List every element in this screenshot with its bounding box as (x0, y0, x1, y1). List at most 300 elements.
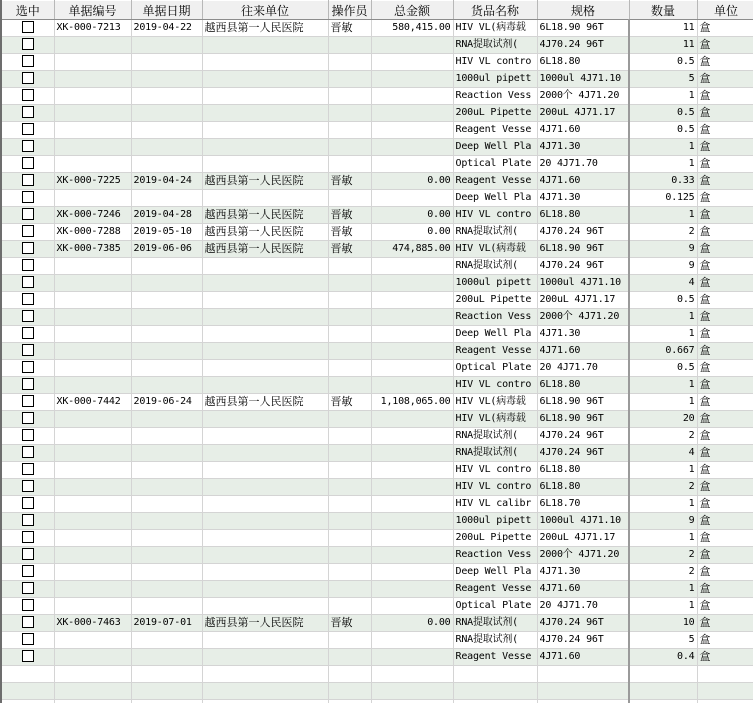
table-row[interactable] (2, 326, 753, 343)
cell-unit: 盒 (697, 615, 753, 632)
cell-product: 200uL Pipette (453, 105, 537, 122)
cell-spec: 4J71.30 (537, 326, 629, 343)
cell-unit: 盒 (697, 564, 753, 581)
table-row[interactable] (2, 462, 753, 479)
cell-qty: 4 (629, 275, 697, 292)
cell-doc-date (131, 309, 202, 326)
select-checkbox[interactable] (22, 497, 34, 509)
empty-cell (54, 683, 131, 700)
cell-total (371, 496, 453, 513)
cell-partner (202, 37, 328, 54)
empty-cell (537, 700, 629, 703)
cell-product: Deep Well Pla (453, 326, 537, 343)
cell-doc-date (131, 326, 202, 343)
cell-doc-no (54, 547, 131, 564)
cell-doc-date (131, 564, 202, 581)
select-checkbox[interactable] (22, 480, 34, 492)
cell-doc-no (54, 360, 131, 377)
cell-product: Reagent Vesse (453, 581, 537, 598)
select-checkbox[interactable] (22, 72, 34, 84)
table-row[interactable] (2, 513, 753, 530)
select-checkbox[interactable] (22, 633, 34, 645)
cell-operator (328, 309, 371, 326)
cell-doc-date (131, 445, 202, 462)
cell-spec: 4J70.24 96T (537, 615, 629, 632)
select-checkbox[interactable] (22, 650, 34, 662)
table-row[interactable] (2, 649, 753, 666)
table-row[interactable] (2, 445, 753, 462)
cell-doc-date (131, 190, 202, 207)
cell-unit: 盒 (697, 156, 753, 173)
cell-spec: 4J71.30 (537, 190, 629, 207)
cell-partner (202, 479, 328, 496)
cell-total (371, 88, 453, 105)
select-checkbox[interactable] (22, 123, 34, 135)
cell-product: Optical Plate (453, 156, 537, 173)
cell-doc-date (131, 71, 202, 88)
cell-partner (202, 309, 328, 326)
select-checkbox[interactable] (22, 293, 34, 305)
table-row[interactable] (2, 598, 753, 615)
table-row[interactable] (2, 37, 753, 54)
select-checkbox[interactable] (22, 446, 34, 458)
cell-operator (328, 105, 371, 122)
cell-partner: 越西县第一人民医院 (202, 241, 328, 258)
cell-partner (202, 190, 328, 207)
select-checkbox[interactable] (22, 565, 34, 577)
cell-operator (328, 479, 371, 496)
cell-doc-date (131, 122, 202, 139)
cell-product: 1000ul pipett (453, 513, 537, 530)
cell-unit: 盒 (697, 496, 753, 513)
select-checkbox[interactable] (22, 531, 34, 543)
cell-doc-no: XK-000-7385 (54, 241, 131, 258)
cell-qty: 11 (629, 37, 697, 54)
select-checkbox[interactable] (22, 395, 34, 407)
cell-operator (328, 496, 371, 513)
cell-operator (328, 139, 371, 156)
select-checkbox[interactable] (22, 89, 34, 101)
select-checkbox[interactable] (22, 242, 34, 254)
table-row[interactable] (2, 275, 753, 292)
select-checkbox[interactable] (22, 429, 34, 441)
cell-total: 1,108,065.00 (371, 394, 453, 411)
table-row[interactable] (2, 241, 753, 258)
table-row[interactable] (2, 71, 753, 88)
cell-product: Reaction Vess (453, 88, 537, 105)
col-header-total[interactable]: 总金额 (371, 1, 453, 20)
empty-cell (131, 683, 202, 700)
table-row[interactable] (2, 615, 753, 632)
cell-select (2, 292, 54, 309)
select-checkbox[interactable] (22, 225, 34, 237)
cell-operator (328, 445, 371, 462)
cell-doc-no (54, 530, 131, 547)
cell-select (2, 343, 54, 360)
cell-operator (328, 462, 371, 479)
empty-row (2, 666, 753, 683)
cell-total (371, 649, 453, 666)
cell-product: Reaction Vess (453, 309, 537, 326)
table-row[interactable] (2, 20, 753, 37)
select-checkbox[interactable] (22, 21, 34, 33)
cell-select (2, 411, 54, 428)
cell-qty: 1 (629, 462, 697, 479)
cell-partner (202, 411, 328, 428)
cell-unit: 盒 (697, 377, 753, 394)
select-checkbox[interactable] (22, 157, 34, 169)
cell-total: 0.00 (371, 224, 453, 241)
table-row[interactable] (2, 530, 753, 547)
cell-partner (202, 547, 328, 564)
cell-total: 580,415.00 (371, 20, 453, 37)
cell-operator (328, 292, 371, 309)
cell-spec: 4J70.24 96T (537, 224, 629, 241)
cell-qty: 2 (629, 547, 697, 564)
select-checkbox[interactable] (22, 259, 34, 271)
select-checkbox[interactable] (22, 106, 34, 118)
cell-unit: 盒 (697, 71, 753, 88)
cell-operator (328, 258, 371, 275)
cell-qty: 11 (629, 20, 697, 37)
header-row (2, 1, 753, 20)
empty-row (2, 700, 753, 703)
cell-operator (328, 513, 371, 530)
table-row[interactable] (2, 564, 753, 581)
cell-spec: 6L18.80 (537, 462, 629, 479)
cell-partner (202, 513, 328, 530)
cell-product: Deep Well Pla (453, 564, 537, 581)
cell-total (371, 564, 453, 581)
cell-spec: 6L18.80 (537, 207, 629, 224)
empty-cell (537, 683, 629, 700)
cell-operator: 晋敏 (328, 241, 371, 258)
cell-doc-date (131, 156, 202, 173)
empty-cell (202, 700, 328, 703)
cell-doc-no (54, 445, 131, 462)
cell-unit: 盒 (697, 649, 753, 666)
cell-unit: 盒 (697, 598, 753, 615)
cell-product: HIV VL(病毒载 (453, 411, 537, 428)
cell-spec: 6L18.80 (537, 479, 629, 496)
cell-doc-no: XK-000-7463 (54, 615, 131, 632)
table-row[interactable] (2, 394, 753, 411)
cell-operator (328, 71, 371, 88)
table-row[interactable] (2, 343, 753, 360)
cell-unit: 盒 (697, 462, 753, 479)
cell-unit: 盒 (697, 224, 753, 241)
empty-cell (697, 683, 753, 700)
cell-partner (202, 632, 328, 649)
col-header-partner[interactable]: 往来单位 (202, 1, 328, 20)
table-row[interactable] (2, 377, 753, 394)
cell-spec: 200uL 4J71.17 (537, 530, 629, 547)
cell-doc-no (54, 411, 131, 428)
cell-doc-no (54, 88, 131, 105)
cell-unit: 盒 (697, 88, 753, 105)
cell-doc-no (54, 309, 131, 326)
cell-operator: 晋敏 (328, 207, 371, 224)
cell-doc-no (54, 564, 131, 581)
table-row[interactable] (2, 207, 753, 224)
cell-operator (328, 54, 371, 71)
cell-select (2, 377, 54, 394)
cell-select (2, 20, 54, 37)
cell-doc-date (131, 547, 202, 564)
cell-doc-date (131, 632, 202, 649)
cell-operator: 晋敏 (328, 224, 371, 241)
cell-doc-date (131, 275, 202, 292)
empty-cell (328, 700, 371, 703)
select-checkbox[interactable] (22, 378, 34, 390)
cell-partner: 越西县第一人民医院 (202, 615, 328, 632)
cell-unit: 盒 (697, 581, 753, 598)
cell-partner (202, 496, 328, 513)
cell-qty: 1 (629, 581, 697, 598)
cell-total (371, 479, 453, 496)
select-checkbox[interactable] (22, 140, 34, 152)
cell-doc-date: 2019-05-10 (131, 224, 202, 241)
select-checkbox[interactable] (22, 344, 34, 356)
col-header-select[interactable]: 选中 (2, 1, 54, 20)
cell-doc-no: XK-000-7442 (54, 394, 131, 411)
cell-total (371, 326, 453, 343)
select-checkbox[interactable] (22, 191, 34, 203)
select-checkbox[interactable] (22, 599, 34, 611)
cell-doc-no (54, 54, 131, 71)
cell-product: Deep Well Pla (453, 190, 537, 207)
empty-cell (629, 700, 697, 703)
table-row[interactable] (2, 309, 753, 326)
cell-spec: 4J71.60 (537, 122, 629, 139)
cell-doc-date: 2019-06-06 (131, 241, 202, 258)
cell-total (371, 292, 453, 309)
select-checkbox[interactable] (22, 616, 34, 628)
cell-spec: 4J70.24 96T (537, 445, 629, 462)
cell-select (2, 496, 54, 513)
col-header-operator[interactable]: 操作员 (328, 1, 371, 20)
cell-doc-date (131, 292, 202, 309)
cell-product: Reagent Vesse (453, 122, 537, 139)
cell-qty: 1 (629, 530, 697, 547)
cell-total (371, 105, 453, 122)
table-row[interactable] (2, 292, 753, 309)
cell-partner: 越西县第一人民医院 (202, 224, 328, 241)
table-row[interactable] (2, 632, 753, 649)
select-checkbox[interactable] (22, 463, 34, 475)
cell-operator (328, 360, 371, 377)
cell-unit: 盒 (697, 530, 753, 547)
select-checkbox[interactable] (22, 276, 34, 288)
cell-partner (202, 530, 328, 547)
cell-unit: 盒 (697, 309, 753, 326)
select-checkbox[interactable] (22, 174, 34, 186)
cell-product: HIV VL contro (453, 462, 537, 479)
select-checkbox[interactable] (22, 514, 34, 526)
cell-spec: 4J71.60 (537, 173, 629, 190)
cell-qty: 0.5 (629, 292, 697, 309)
cell-unit: 盒 (697, 445, 753, 462)
cell-spec: 4J70.24 96T (537, 258, 629, 275)
col-header-doc-date[interactable]: 单据日期 (131, 1, 202, 20)
table-row[interactable] (2, 122, 753, 139)
table-row[interactable] (2, 190, 753, 207)
table-row[interactable] (2, 547, 753, 564)
cell-qty: 0.5 (629, 105, 697, 122)
cell-qty: 1 (629, 496, 697, 513)
cell-doc-date (131, 598, 202, 615)
cell-operator (328, 88, 371, 105)
select-checkbox[interactable] (22, 548, 34, 560)
cell-product: 1000ul pipett (453, 275, 537, 292)
table-row[interactable] (2, 173, 753, 190)
cell-doc-no (54, 258, 131, 275)
cell-qty: 9 (629, 241, 697, 258)
cell-unit: 盒 (697, 513, 753, 530)
cell-total (371, 530, 453, 547)
cell-partner (202, 377, 328, 394)
cell-partner: 越西县第一人民医院 (202, 20, 328, 37)
cell-operator: 晋敏 (328, 173, 371, 190)
cell-select (2, 54, 54, 71)
select-checkbox[interactable] (22, 361, 34, 373)
select-checkbox[interactable] (22, 38, 34, 50)
table-row[interactable] (2, 360, 753, 377)
cell-doc-no (54, 292, 131, 309)
cell-partner: 越西县第一人民医院 (202, 173, 328, 190)
cell-qty: 9 (629, 513, 697, 530)
table-row[interactable] (2, 428, 753, 445)
cell-qty: 1 (629, 139, 697, 156)
cell-partner: 越西县第一人民医院 (202, 207, 328, 224)
cell-total (371, 547, 453, 564)
cell-total (371, 122, 453, 139)
cell-total (371, 343, 453, 360)
cell-qty: 9 (629, 258, 697, 275)
cell-doc-date: 2019-04-22 (131, 20, 202, 37)
cell-total: 0.00 (371, 173, 453, 190)
cell-spec: 4J70.24 96T (537, 37, 629, 54)
cell-spec: 4J70.24 96T (537, 428, 629, 445)
table-row[interactable] (2, 411, 753, 428)
cell-spec: 6L18.90 96T (537, 20, 629, 37)
cell-operator (328, 275, 371, 292)
cell-operator (328, 598, 371, 615)
table-row[interactable] (2, 479, 753, 496)
cell-spec: 200uL 4J71.17 (537, 292, 629, 309)
cell-partner (202, 292, 328, 309)
cell-unit: 盒 (697, 632, 753, 649)
empty-cell (629, 683, 697, 700)
cell-select (2, 513, 54, 530)
cell-select (2, 462, 54, 479)
cell-doc-no (54, 377, 131, 394)
table-row[interactable] (2, 496, 753, 513)
table-row[interactable] (2, 258, 753, 275)
cell-operator (328, 632, 371, 649)
cell-partner (202, 445, 328, 462)
cell-partner (202, 649, 328, 666)
cell-partner (202, 598, 328, 615)
cell-spec: 1000ul 4J71.10 (537, 71, 629, 88)
select-checkbox[interactable] (22, 208, 34, 220)
col-header-qty[interactable]: 数量 (629, 1, 697, 20)
cell-product: Optical Plate (453, 598, 537, 615)
cell-total (371, 309, 453, 326)
cell-partner (202, 275, 328, 292)
cell-unit: 盒 (697, 258, 753, 275)
table-row[interactable] (2, 54, 753, 71)
cell-spec: 6L18.90 96T (537, 394, 629, 411)
cell-doc-date (131, 479, 202, 496)
empty-cell (202, 683, 328, 700)
cell-unit: 盒 (697, 105, 753, 122)
cell-product: RNA提取试剂( (453, 428, 537, 445)
cell-spec: 6L18.90 96T (537, 241, 629, 258)
table-row[interactable] (2, 156, 753, 173)
cell-total (371, 360, 453, 377)
cell-total (371, 190, 453, 207)
cell-product: Reagent Vesse (453, 649, 537, 666)
cell-product: RNA提取试剂( (453, 615, 537, 632)
select-checkbox[interactable] (22, 310, 34, 322)
cell-doc-no (54, 122, 131, 139)
table-row[interactable] (2, 88, 753, 105)
cell-operator (328, 156, 371, 173)
cell-total (371, 411, 453, 428)
cell-total (371, 139, 453, 156)
cell-doc-no (54, 428, 131, 445)
cell-unit: 盒 (697, 360, 753, 377)
table-row[interactable] (2, 139, 753, 156)
cell-spec: 1000ul 4J71.10 (537, 513, 629, 530)
cell-qty: 0.5 (629, 122, 697, 139)
cell-product: 200uL Pipette (453, 530, 537, 547)
col-header-unit[interactable]: 单位 (697, 1, 753, 20)
cell-doc-no (54, 37, 131, 54)
cell-spec: 6L18.80 (537, 54, 629, 71)
cell-qty: 2 (629, 224, 697, 241)
select-checkbox[interactable] (22, 55, 34, 67)
empty-row (2, 683, 753, 700)
cell-doc-no: XK-000-7213 (54, 20, 131, 37)
empty-cell (54, 666, 131, 683)
cell-qty: 1 (629, 207, 697, 224)
select-checkbox[interactable] (22, 582, 34, 594)
cell-unit: 盒 (697, 275, 753, 292)
cell-qty: 0.667 (629, 343, 697, 360)
cell-total: 474,885.00 (371, 241, 453, 258)
table-row[interactable] (2, 105, 753, 122)
cell-operator (328, 411, 371, 428)
cell-spec: 20 4J71.70 (537, 360, 629, 377)
select-checkbox[interactable] (22, 412, 34, 424)
cell-doc-date (131, 37, 202, 54)
empty-cell (453, 666, 537, 683)
select-checkbox[interactable] (22, 327, 34, 339)
table-row[interactable] (2, 224, 753, 241)
col-header-doc-no[interactable]: 单据编号 (54, 1, 131, 20)
cell-doc-no (54, 343, 131, 360)
table-row[interactable] (2, 581, 753, 598)
cell-doc-date (131, 258, 202, 275)
col-header-spec[interactable]: 规格 (537, 1, 629, 20)
cell-select (2, 258, 54, 275)
cell-doc-no (54, 649, 131, 666)
cell-operator (328, 343, 371, 360)
cell-product: HIV VL contro (453, 479, 537, 496)
col-header-product[interactable]: 货品名称 (453, 1, 537, 20)
